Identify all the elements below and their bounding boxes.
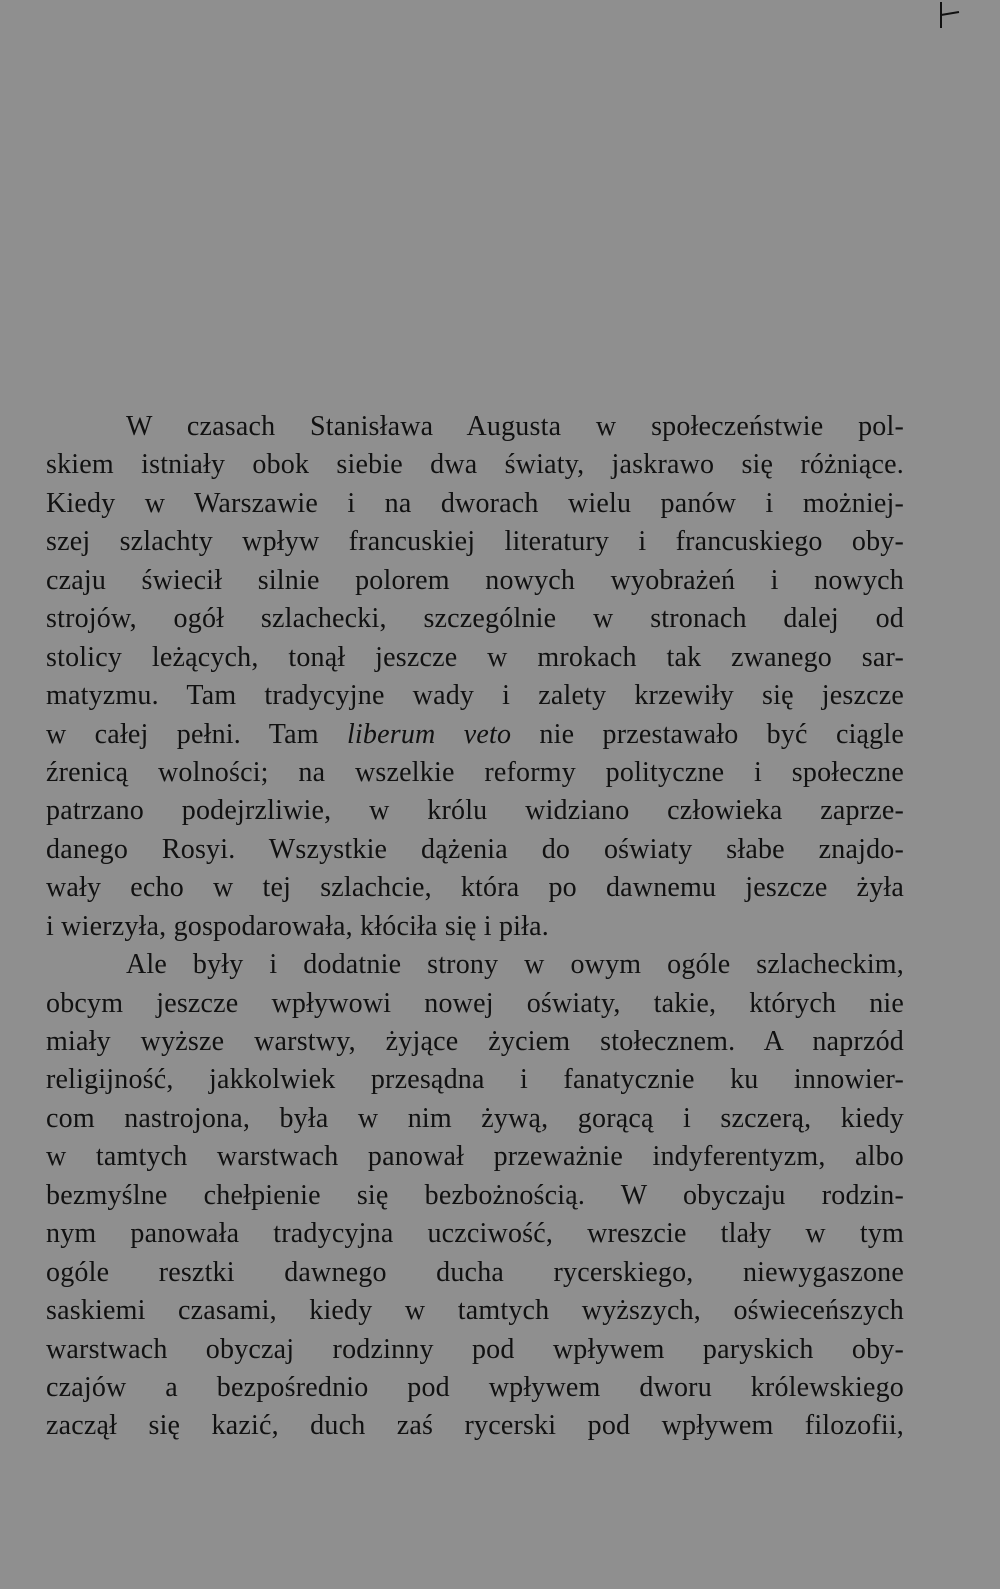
text-line-with-italic [46, 716, 904, 754]
text-line: ogóle resztki dawnego ducha rycerskiego, niewygaszone [46, 1256, 904, 1288]
page-text [46, 408, 904, 1446]
text-line: miały wyższe warstwy, żyjące życiem stołecznem. A naprzód [46, 1026, 904, 1057]
text-line: danego Rosyi. Wszystkie dążenia do oświaty słabe znajdo- [46, 833, 904, 865]
corner-mark [937, 0, 967, 34]
text-line: zaczął się kazić, duch zaś rycerski pod wpływem filozofii, [46, 1410, 904, 1442]
text-line: w tamtych warstwach panował przeważnie indyferentyzm, albo [46, 1141, 904, 1173]
text-line: bezmyślne chełpienie się bezbożnością. W obyczaju rodzin- [46, 1179, 904, 1211]
text-line: szej szlachty wpływ francuskiej literatury i francuskiego oby- [46, 526, 904, 558]
corner-mark-glyph [937, 0, 967, 34]
text-run: w całej pełni. Tam [46, 718, 347, 750]
text-line: strojów, ogół szlachecki, szczególnie w stronach dalej od [46, 603, 904, 635]
text-line: matyzmu. Tam tradycyjne wady i zalety krzewiły się jeszcze [46, 680, 904, 712]
text-line: warstwach obyczaj rodzinny pod wpływem paryskich oby- [46, 1333, 904, 1365]
text-line: czajów a bezpośrednio pod wpływem dworu królewskiego [46, 1371, 904, 1403]
text-line: źrenicą wolności; na wszelkie reformy polityczne i społeczne [46, 756, 904, 788]
text-line: religijność, jakkolwiek przesądna i fanatycznie ku innowier- [46, 1064, 904, 1096]
text-line: nym panowała tradycyjna uczciwość, wreszcie tlały w tym [46, 1218, 904, 1250]
text-line: czaju świecił silnie polorem nowych wyobrażeń i nowych [46, 564, 904, 596]
text-line: patrzano podejrzliwie, w królu widziano człowieka zaprze- [46, 795, 904, 827]
text-line: stolicy leżących, tonął jeszcze w mrokach tak zwanego sar- [46, 641, 904, 673]
italic-phrase: liberum veto [346, 718, 512, 750]
text-line: skiem istniały obok siebie dwa światy, jaskrawo się różniące. [46, 449, 904, 481]
text-line: i wierzyła, gospodarowała, kłóciła się i piła. [46, 910, 549, 942]
text-line: wały echo w tej szlachcie, która po dawnemu jeszcze żyła [46, 872, 904, 904]
text-line: saskiemi czasami, kiedy w tamtych wyższych, oświeceńszych [46, 1295, 904, 1327]
text-line: com nastrojona, była w nim żywą, gorącą i szczerą, kiedy [46, 1102, 904, 1134]
text-line: Kiedy w Warszawie i na dworach wielu panów i możniej- [46, 487, 904, 519]
text-line: Ale były i dodatnie strony w owym ogóle szlacheckim, [126, 949, 904, 981]
text-line: obcym jeszcze wpływowi nowej oświaty, takie, których nie [46, 987, 904, 1019]
text-line: W czasach Stanisława Augusta w społeczeństwie pol- [126, 411, 904, 442]
text-run: nie przestawało być ciągle [511, 718, 904, 750]
